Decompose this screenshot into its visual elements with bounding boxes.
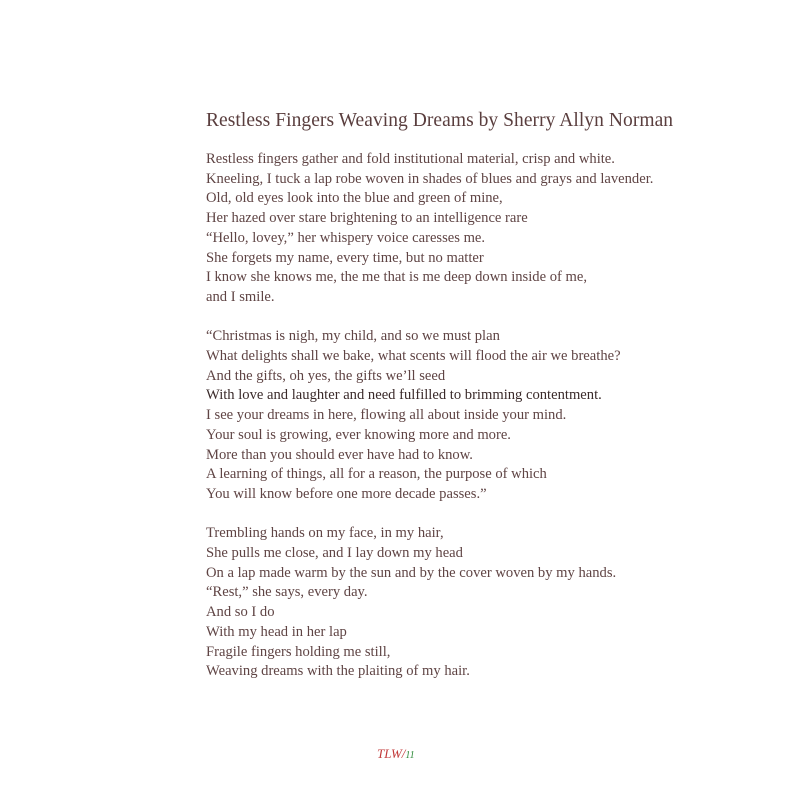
poem-line: A learning of things, all for a reason, the purpose of which: [206, 466, 547, 483]
poem-line: You will know before one more decade passes.”: [206, 485, 487, 502]
poem-line: Old, old eyes look into the blue and green of mine,: [206, 190, 503, 207]
stanza-3: [206, 524, 766, 682]
poem-line: Your soul is growing, ever knowing more and more.: [206, 426, 511, 443]
poem-line: and I smile.: [206, 288, 275, 305]
poem-line: More than you should ever have had to know.: [206, 446, 473, 463]
stanza-2: [206, 327, 766, 504]
poem-line: On a lap made warm by the sun and by the cover woven by my hands.: [206, 564, 617, 581]
page-footer: [377, 746, 415, 762]
poem-line: And so I do: [206, 604, 275, 621]
poem-line: What delights shall we bake, what scents will flood the air we breathe?: [206, 348, 621, 365]
poem-line: “Hello, lovey,” her whispery voice caresses me.: [206, 229, 486, 246]
poem-line: I see your dreams in here, flowing all about inside your mind.: [206, 407, 567, 424]
page-number: 11: [405, 750, 415, 761]
poem-title: Restless Fingers Weaving Dreams by Sherry Allyn Norman: [206, 110, 674, 131]
poem-line: I know she knows me, the me that is me deep down inside of me,: [206, 269, 587, 286]
poem-line: Kneeling, I tuck a lap robe woven in shades of blues and grays and lavender.: [206, 170, 654, 187]
footer-brand: TLW/: [377, 746, 406, 761]
poem-line: Restless fingers gather and fold institutional material, crisp and white.: [206, 151, 615, 167]
poem-line: Fragile fingers holding me still,: [206, 643, 391, 660]
stanza-1: [206, 150, 766, 308]
poem-line: “Christmas is nigh, my child, and so we must plan: [206, 328, 500, 345]
poem-line: With love and laughter and need fulfilled to brimming contentment.: [206, 387, 602, 404]
poem-line: Her hazed over stare brightening to an intelligence rare: [206, 210, 528, 227]
poem-line: Trembling hands on my face, in my hair,: [206, 525, 444, 542]
poem-line: “Rest,” she says, every day.: [206, 584, 368, 601]
poem-line: She forgets my name, every time, but no matter: [206, 249, 484, 266]
poem-line: And the gifts, oh yes, the gifts we’ll seed: [206, 367, 446, 384]
poem-line: With my head in her lap: [206, 623, 347, 640]
poem-body: [206, 150, 766, 702]
poem-line: She pulls me close, and I lay down my head: [206, 545, 463, 562]
poem-line: Weaving dreams with the plaiting of my hair.: [206, 663, 470, 680]
